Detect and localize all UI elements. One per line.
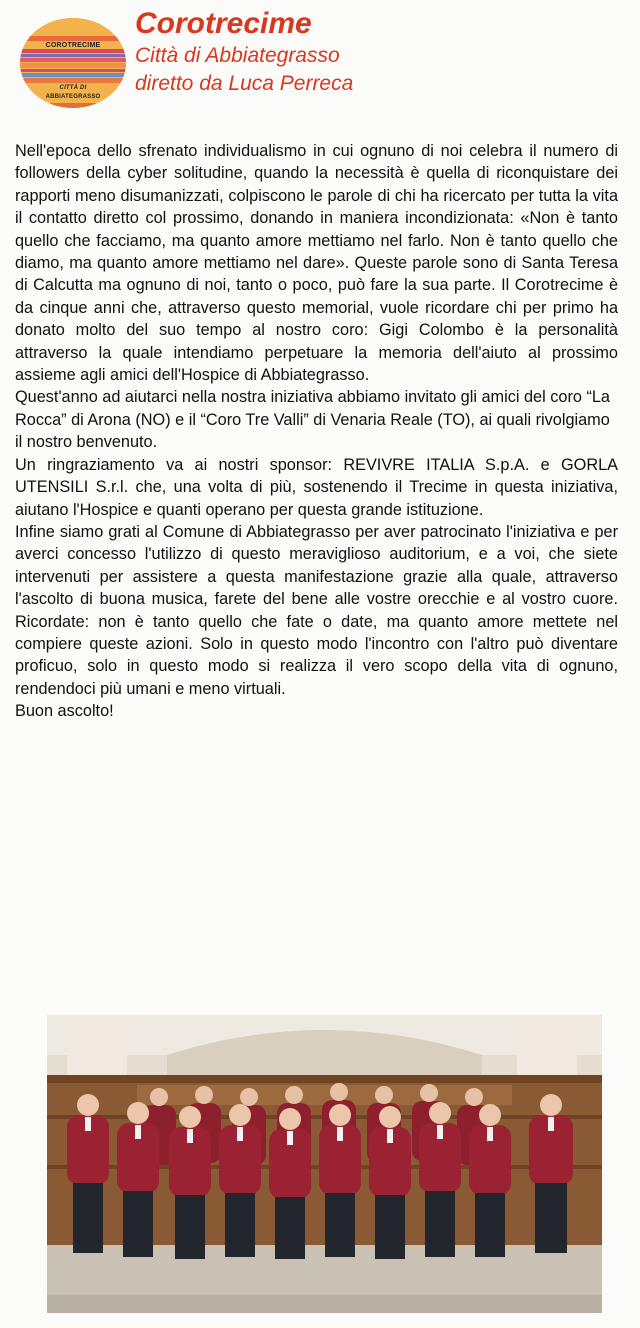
logo-mid-text: CITTÀ DI — [59, 85, 87, 91]
director-line: diretto da Luca Perreca — [135, 72, 354, 95]
choir-group-photo — [47, 1015, 602, 1313]
logo-top-text: COROTRECIME — [45, 42, 101, 49]
choir-name: Corotrecime — [135, 7, 312, 40]
logo-bottom-text: ABBIATEGRASSO — [45, 94, 101, 100]
choir-logo-icon — [20, 18, 126, 108]
paragraph-thanks: Infine siamo grati al Comune di Abbiategrasso per aver patrocinato l'iniziativa e per averci concesso l'utilizzo di questo meraviglioso auditorium, e a voi, che siete intervenuti per assistere a questa manifestazione grazie alla quale, attraverso l'ascolto di buona musica, farete del bene alle vostre orecchie e al vostro cuore. Ricordate: non è tanto quello che fate o date, ma quanto amore mettete nel compiere queste azioni. Solo in questo modo l'incontro con l'altro può diventare proficuo, solo in questo modo si realizza il vero scopo della vita di ognuno, rendendoci più umani e meno virtuali. — [15, 522, 618, 698]
header — [0, 0, 640, 120]
paragraph-sponsors: Un ringraziamento va ai nostri sponsor: REVIVRE ITALIA S.p.A. e GORLA UTENSILI S.r.l. che, una volta di più, sostenendo il Trecime in questa iniziativa, aiutano l'Hospice e quanti operano per questa grande istituzione. — [15, 455, 618, 519]
paragraph-closing: Buon ascolto! — [15, 702, 114, 721]
article-body — [15, 140, 618, 723]
title-block — [135, 6, 353, 98]
paragraph-intro: Nell'epoca dello sfrenato individualismo in cui ognuno di noi celebra il numero di followers della cyber solitudine, quando la necessità è quella di riconquistare dei rapporti meno disumanizzati, colpiscono le parole di chi ha ricercato per tutta la vita il contatto diretto col prossimo, donando in maniera incondizionata: «Non è tanto quello che facciamo, ma quanto amore mettiamo nel farlo. Non è tanto quello che diamo, ma quanto amore mettiamo nel dare». Queste parole sono di Santa Teresa di Calcutta ma ognuno di noi, tanto o poco, può fare la sua parte. Il Corotrecime è da cinque anni che, attraverso questo memorial, vuole ricordare chi per primo ha donato molto del suo tempo al nostro coro: Gigi Colombo è la personalità attraverso la quale intendiamo perpetuare la memoria dell'aiuto al prossimo assieme agli amici dell'Hospice di Abbiategrasso. — [15, 142, 618, 385]
paragraph-guests: Quest'anno ad aiutarci nella nostra iniziativa abbiamo invitato gli amici del coro “La Rocca” di Arona (NO) e il “Coro Tre Valli” di Venaria Reale (TO), ai quali rivolgiamo il nostro benvenuto. — [15, 388, 610, 452]
city-line: Città di Abbiategrasso — [135, 44, 340, 67]
